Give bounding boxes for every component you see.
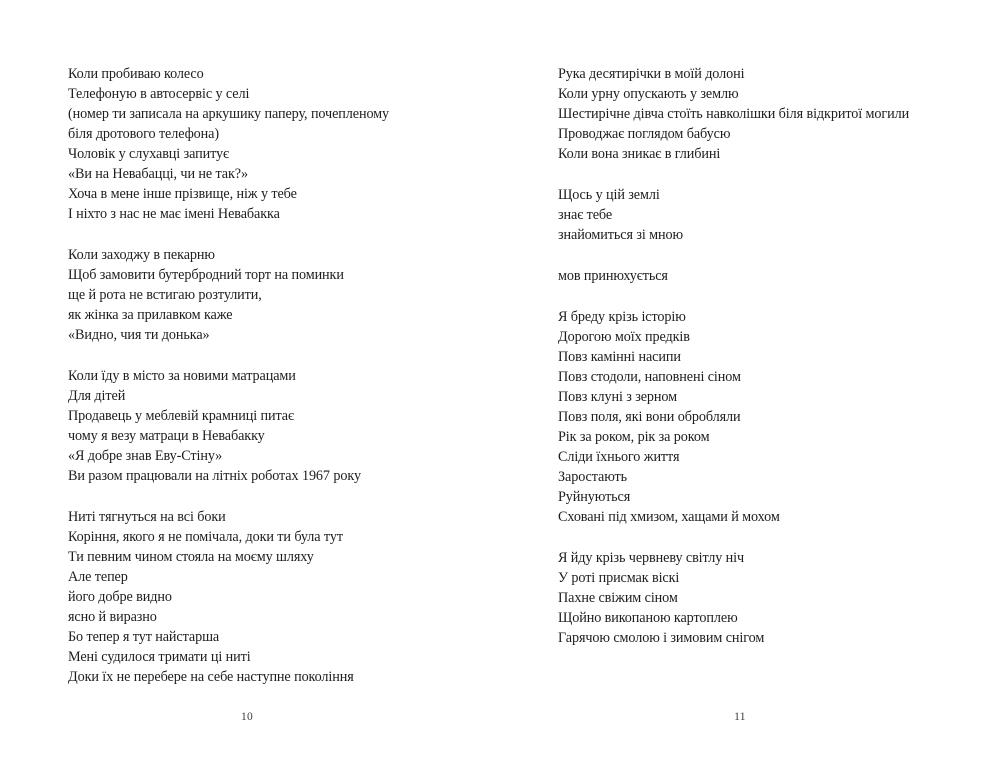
poem-line: Повз поля, які вони обробляли <box>558 409 741 425</box>
poem-line: Рік за роком, рік за роком <box>558 429 710 445</box>
poem-stanza <box>68 245 389 345</box>
poem-line: Для дітей <box>68 388 126 404</box>
poem-line: чому я везу матраци в Невабакку <box>68 428 265 444</box>
poem-stanza <box>68 64 389 224</box>
poem-line: Руйнуються <box>558 489 631 505</box>
poem-stanza <box>558 266 909 286</box>
poem-line: Коріння, якого я не помічала, доки ти була тут <box>68 529 343 545</box>
poem-line: Коли заходжу в пекарню <box>68 247 215 263</box>
poem-line: Коли вона зникає в глибині <box>558 146 721 162</box>
poem-line: Повз стодоли, наповнені сіном <box>558 369 741 385</box>
poem-stanza <box>558 185 909 245</box>
poem-line: Щось у цій землі <box>558 187 660 203</box>
poem-line: мов принюхується <box>558 268 668 284</box>
poem-line: Шестирічне дівча стоїть навколішки біля відкритої могили <box>558 106 910 122</box>
poem-line: Щоб замовити бутербродний торт на поминки <box>68 267 344 283</box>
poem-line: Продавець у меблевій крамниці питає <box>68 408 294 424</box>
poem-line: Доки їх не перебере на себе наступне покоління <box>68 669 354 685</box>
poem-line: «Видно, чия ти донька» <box>68 327 210 343</box>
poem-line: знайомиться зі мною <box>558 227 683 243</box>
poem-line: Але тепер <box>68 569 128 585</box>
poem-line: Повз камінні насипи <box>558 349 681 365</box>
poem-line: Заростають <box>558 469 627 485</box>
poem-line: Мені судилося тримати ці ниті <box>68 649 251 665</box>
poem-line: його добре видно <box>68 589 172 605</box>
poem-line: Хоча в мене інше прізвище, ніж у тебе <box>68 186 297 202</box>
left-page-poem <box>68 64 389 687</box>
poem-line: ще й рота не встигаю розтулити, <box>68 287 262 303</box>
poem-line: Дорогою моїх предків <box>558 329 690 345</box>
poem-line: Гарячою смолою і зимовим снігом <box>558 630 765 646</box>
poem-stanza <box>558 64 909 164</box>
poem-line: біля дротового телефона) <box>68 126 219 142</box>
poem-stanza <box>558 548 909 648</box>
poem-line: Ниті тягнуться на всі боки <box>68 509 226 525</box>
poem-line: Пахне свіжим сіном <box>558 590 678 606</box>
poem-stanza <box>68 366 389 486</box>
poem-line: Телефоную в автосервіс у селі <box>68 86 250 102</box>
poem-line: ясно й виразно <box>68 609 157 625</box>
poem-line: Я йду крізь червневу світлу ніч <box>558 550 745 566</box>
poem-line: Ти певним чином стояла на моєму шляху <box>68 549 314 565</box>
poem-line: Коли пробиваю колесо <box>68 66 204 82</box>
poem-line: (номер ти записала на аркушику паперу, почепленому <box>68 106 390 122</box>
right-page-number: 11 <box>734 711 746 723</box>
poem-line: як жінка за прилавком каже <box>68 307 233 323</box>
poem-line: Коли урну опускають у землю <box>558 86 739 102</box>
poem-stanza <box>558 307 909 527</box>
poem-line: У роті присмак віскі <box>558 570 680 586</box>
poem-line: знає тебе <box>558 207 613 223</box>
left-page-number: 10 <box>240 711 254 723</box>
poem-line: Чоловік у слухавці запитує <box>68 146 229 162</box>
poem-line: Проводжає поглядом бабусю <box>558 126 731 142</box>
poem-line: «Ви на Невабацці, чи не так?» <box>68 166 248 182</box>
poem-line: Сховані під хмизом, хащами й мохом <box>558 509 780 525</box>
poem-stanza <box>68 507 389 687</box>
poem-line: Я бреду крізь історію <box>558 309 686 325</box>
poem-line: Коли їду в місто за новими матрацами <box>68 368 296 384</box>
poem-line: Сліди їхнього життя <box>558 449 680 465</box>
right-page-poem <box>558 64 909 648</box>
poem-line: «Я добре знав Еву-Стіну» <box>68 448 223 464</box>
poem-line: І ніхто з нас не має імені Невабакка <box>68 206 280 222</box>
poem-line: Щойно викопаною картоплею <box>558 610 738 626</box>
poem-line: Повз клуні з зерном <box>558 389 677 405</box>
poem-line: Ви разом працювали на літніх роботах 1967 року <box>68 468 361 484</box>
poem-line: Рука десятирічки в моїй долоні <box>558 66 745 82</box>
poem-line: Бо тепер я тут найстарша <box>68 629 220 645</box>
